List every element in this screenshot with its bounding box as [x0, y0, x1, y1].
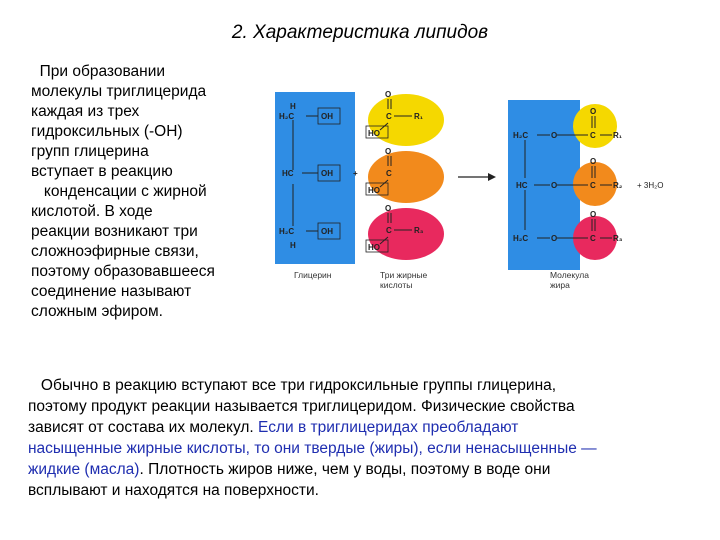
intro-line: каждая из трех: [31, 103, 140, 120]
text-run: зависят от состава их молекул.: [28, 419, 259, 436]
product-carbonyl-oxygen-2: O: [590, 157, 597, 166]
reaction-arrow: [458, 173, 496, 181]
slide-title: 2. Характеристика липидов: [231, 22, 489, 43]
caption-acids-line1: Три жирные: [380, 270, 428, 280]
acid-3-radical: R₃: [414, 226, 424, 235]
product-group-2: HC: [516, 181, 528, 190]
conclusion-paragraph: [28, 375, 696, 501]
hydroxyl-3: OH: [321, 227, 333, 236]
intro-paragraph: [31, 62, 256, 322]
acid-1-ho: HO: [368, 129, 380, 138]
highlighted-text: Если в триглицеридах преобладают: [258, 419, 519, 436]
acid-2-ho: HO: [368, 186, 380, 195]
conclusion-line: [28, 459, 696, 480]
acid-3-carbon: C: [386, 226, 392, 235]
glycerol-group-2: HC: [282, 169, 294, 178]
product-carbonyl-oxygen-3: O: [590, 210, 597, 219]
acid-2-oxygen: O: [385, 147, 392, 156]
intro-line: гидроксильных (-ОН): [31, 123, 183, 140]
product-carbon-1: C: [590, 131, 596, 140]
highlighted-text: насыщенные жирные кислоты, то они твердые (жиры), если ненасыщенные —: [28, 440, 597, 457]
caption-acids-line2: кислоты: [380, 280, 413, 290]
conclusion-line: [28, 417, 696, 438]
caption-fat-line1: Молекула: [550, 270, 589, 280]
product-carbon-3: C: [590, 234, 596, 243]
product-group-3: H₂C: [513, 234, 529, 243]
intro-line: сложным эфиром.: [31, 303, 163, 320]
intro-line: реакции возникают три: [31, 223, 198, 240]
glycerol-h-bottom: H: [290, 241, 296, 250]
product-carbon-2: C: [590, 181, 596, 190]
intro-line: сложноэфирные связи,: [31, 243, 199, 260]
acid-3-ho: HO: [368, 243, 380, 252]
product-radical-1: R₁: [613, 131, 623, 140]
acid-3-oxygen: O: [385, 204, 392, 213]
intro-line: поэтому образовавшееся: [31, 263, 215, 280]
caption-glycerol: Глицерин: [294, 270, 332, 280]
intro-line: При образовании: [31, 63, 166, 80]
triglyceride-formation-diagram: [262, 78, 720, 290]
reaction-svg: [262, 78, 720, 290]
intro-line: конденсации с жирной: [31, 183, 207, 200]
product-carbonyl-oxygen-1: O: [590, 107, 597, 116]
glycerol-group-3: H₂C: [279, 227, 295, 236]
intro-line: вступает в реакцию: [31, 163, 173, 180]
product-ester-oxygen-1: O: [551, 131, 558, 140]
intro-line: соединение называют: [31, 283, 192, 300]
product-radical-2: R₂: [613, 181, 623, 190]
intro-line: групп глицерина: [31, 143, 149, 160]
plus-sign: +: [353, 169, 358, 178]
caption-fat-line2: жира: [550, 280, 570, 290]
hydroxyl-2: OH: [321, 169, 333, 178]
glycerol-group-1: H₂C: [279, 112, 295, 121]
product-radical-3: R₃: [613, 234, 623, 243]
product-group-1: H₂C: [513, 131, 529, 140]
acid-1-radical: R₁: [414, 112, 424, 121]
text-run: Обычно в реакцию вступают все три гидроксильные группы глицерина,: [28, 377, 557, 394]
product-ester-oxygen-2: O: [551, 181, 558, 190]
product-ester-oxygen-3: O: [551, 234, 558, 243]
water-byproduct: + 3H₂O: [637, 181, 664, 190]
highlighted-text: жидкие (масла): [28, 461, 140, 478]
text-run: всплывают и находятся на поверхности.: [28, 482, 319, 499]
intro-line: кислотой. В ходе: [31, 203, 153, 220]
conclusion-line: [28, 438, 696, 459]
conclusion-line: [28, 396, 696, 417]
acid-1-carbon: C: [386, 112, 392, 121]
text-run: . Плотность жиров ниже, чем у воды, поэтому в воде они: [139, 461, 551, 478]
hydroxyl-1: OH: [321, 112, 333, 121]
conclusion-line: [28, 480, 696, 501]
acid-1-oxygen: O: [385, 90, 392, 99]
glycerol-h-top: H: [290, 102, 296, 111]
conclusion-line: [28, 375, 696, 396]
intro-line: молекулы триглицерида: [31, 83, 207, 100]
text-run: поэтому продукт реакции называется триглицеридом. Физические свойства: [28, 398, 575, 415]
acid-2-carbon: C: [386, 169, 392, 178]
